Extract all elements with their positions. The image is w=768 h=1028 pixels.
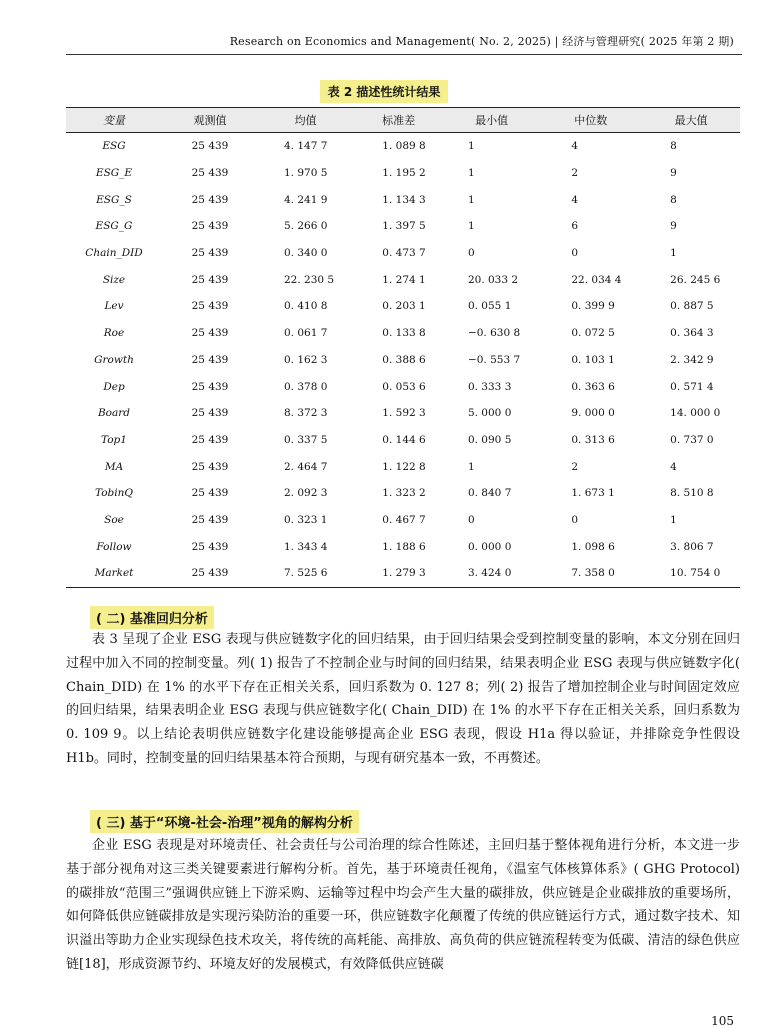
value-cell: 25 439 bbox=[191, 247, 229, 260]
value-cell: 2. 092 3 bbox=[284, 487, 328, 500]
column-header: 最小值 bbox=[444, 108, 539, 133]
value-cell: 4 bbox=[571, 140, 579, 153]
column-header: 标准差 bbox=[353, 108, 444, 133]
value-cell: 26. 245 6 bbox=[670, 273, 721, 286]
column-header: 变量 bbox=[66, 108, 162, 133]
page-number: 105 bbox=[711, 1014, 734, 1028]
value-cell: 4 bbox=[571, 193, 579, 206]
value-cell: 3. 806 7 bbox=[670, 540, 714, 553]
variable-name-cell: Market bbox=[66, 560, 162, 587]
value-cell: 0. 887 5 bbox=[670, 300, 714, 313]
table-row bbox=[66, 293, 740, 320]
value-cell: 8. 372 3 bbox=[284, 407, 328, 420]
variable-name-cell: ESG_E bbox=[95, 167, 133, 180]
value-cell: 0 bbox=[571, 247, 579, 260]
value-cell: 1 bbox=[467, 167, 475, 180]
table-row bbox=[66, 507, 740, 534]
value-cell: 0. 333 3 bbox=[467, 380, 512, 393]
table-row bbox=[66, 400, 740, 427]
value-cell: 1. 274 1 bbox=[382, 273, 426, 286]
value-cell: 25 439 bbox=[191, 540, 229, 553]
value-cell: 1. 343 4 bbox=[284, 540, 328, 553]
table-row bbox=[66, 480, 740, 507]
value-cell: 0. 133 8 bbox=[382, 327, 426, 340]
variable-name-cell: MA bbox=[104, 460, 124, 473]
table-row bbox=[66, 533, 740, 560]
value-cell: 22. 034 4 bbox=[571, 273, 622, 286]
value-cell: 25 439 bbox=[191, 513, 229, 526]
table-title bbox=[0, 80, 768, 103]
variable-name-cell: Lev bbox=[104, 300, 124, 313]
value-cell: 0. 103 1 bbox=[571, 353, 615, 366]
table-row bbox=[66, 160, 740, 187]
column-header: 中位数 bbox=[539, 108, 642, 133]
value-cell: 0. 144 6 bbox=[382, 433, 426, 446]
value-cell: 1. 673 1 bbox=[571, 487, 615, 500]
table-row bbox=[66, 427, 740, 454]
value-cell: 0. 378 0 bbox=[284, 380, 328, 393]
value-cell: 9 bbox=[670, 167, 677, 180]
value-cell: 4. 147 7 bbox=[284, 140, 328, 153]
value-cell: 0. 337 5 bbox=[284, 433, 328, 446]
table-row bbox=[66, 133, 740, 160]
variable-name-cell: Roe bbox=[103, 327, 125, 340]
value-cell: 4. 241 9 bbox=[284, 193, 328, 206]
table-row bbox=[66, 347, 740, 374]
column-header: 观测值 bbox=[162, 108, 258, 133]
value-cell: 0. 090 5 bbox=[467, 433, 512, 446]
value-cell: 5. 000 0 bbox=[467, 407, 512, 420]
value-cell: 25 439 bbox=[191, 487, 229, 500]
value-cell: 9. 000 0 bbox=[571, 407, 615, 420]
value-cell: 0. 467 7 bbox=[382, 513, 426, 526]
value-cell: 0. 571 4 bbox=[670, 380, 714, 393]
value-cell: 2 bbox=[571, 460, 579, 473]
value-cell: 2. 342 9 bbox=[670, 353, 714, 366]
value-cell: 0. 055 1 bbox=[467, 300, 512, 313]
value-cell: 8 bbox=[670, 140, 677, 153]
value-cell: 0. 840 7 bbox=[467, 487, 512, 500]
paragraph-baseline-regression: 表 3 呈现了企业 ESG 表现与供应链数字化的回归结果，由于回归结果会受到控制变量的影响，本文分别在回归过程中加入不同的控制变量。列( 1) 报告了不控制企业与时间的回归结果，结果表明企业 ESG 表现与供应链数字化( Chain_DID) 在 1% 的水平下存在正相关关系，回归系数为 0. 127 8；列( 2) 报告了增加控制企业与时间固定效应的回归结果，结果表明企业 ESG 表现与供应链数字化( Chain_DID) 在 1% 的水平下存在正相关关系，回归系数为 0. 109 9。以上结论表明供应链数字化建设能够提高企业 ESG 表现，假设 H1a 得以验证，并排除竞争性假设 H1b。同时，控制变量的回归结果基本符合预期，与现有研究基本一致，不再赘述。 bbox=[66, 632, 740, 766]
value-cell: 1 bbox=[467, 193, 475, 206]
variable-name-cell: Chain_DID bbox=[85, 247, 143, 260]
value-cell: 1. 188 6 bbox=[382, 540, 426, 553]
value-cell: 3. 424 0 bbox=[444, 560, 539, 587]
value-cell: 25 439 bbox=[191, 193, 229, 206]
variable-name-cell: ESG_S bbox=[96, 193, 132, 206]
value-cell: 1. 098 6 bbox=[571, 540, 615, 553]
column-header: 均值 bbox=[258, 108, 353, 133]
value-cell: −0. 553 7 bbox=[467, 353, 521, 366]
value-cell: 0. 410 8 bbox=[284, 300, 328, 313]
value-cell: 0. 363 6 bbox=[571, 380, 615, 393]
variable-name-cell: Dep bbox=[103, 380, 125, 393]
value-cell: 22. 230 5 bbox=[284, 273, 335, 286]
value-cell: 1. 323 2 bbox=[382, 487, 426, 500]
value-cell: 0. 061 7 bbox=[284, 327, 328, 340]
value-cell: 0. 399 9 bbox=[571, 300, 615, 313]
value-cell: 25 439 bbox=[191, 353, 229, 366]
value-cell: 0. 473 7 bbox=[382, 247, 426, 260]
table-row bbox=[66, 373, 740, 400]
value-cell: 5. 266 0 bbox=[284, 220, 328, 233]
value-cell: 0. 313 6 bbox=[571, 433, 615, 446]
table-row bbox=[66, 240, 740, 267]
table-title-text: 表 2 描述性统计结果 bbox=[320, 80, 449, 103]
value-cell: 25 439 bbox=[191, 460, 229, 473]
value-cell: 7. 525 6 bbox=[258, 560, 353, 587]
value-cell: 25 439 bbox=[191, 407, 229, 420]
value-cell: 25 439 bbox=[191, 433, 229, 446]
table-header-row bbox=[66, 108, 740, 133]
variable-name-cell: Soe bbox=[104, 513, 124, 526]
value-cell: 1. 279 3 bbox=[353, 560, 444, 587]
value-cell: 2. 464 7 bbox=[284, 460, 328, 473]
value-cell: 0. 388 6 bbox=[382, 353, 426, 366]
variable-name-cell: ESG bbox=[102, 140, 126, 153]
value-cell: 25 439 bbox=[162, 560, 258, 587]
value-cell: 0. 737 0 bbox=[670, 433, 714, 446]
value-cell: 1. 089 8 bbox=[382, 140, 426, 153]
value-cell: −0. 630 8 bbox=[467, 327, 521, 340]
value-cell: 25 439 bbox=[191, 220, 229, 233]
value-cell: 25 439 bbox=[191, 140, 229, 153]
value-cell: 0 bbox=[571, 513, 579, 526]
table-row bbox=[66, 560, 740, 587]
value-cell: 4 bbox=[670, 460, 677, 473]
value-cell: 1 bbox=[670, 513, 677, 526]
value-cell: 1 bbox=[467, 460, 475, 473]
table-row bbox=[66, 213, 740, 240]
variable-name-cell: Size bbox=[102, 273, 126, 286]
value-cell: 0. 072 5 bbox=[571, 327, 615, 340]
value-cell: 0. 162 3 bbox=[284, 353, 328, 366]
descriptive-statistics-table bbox=[66, 107, 740, 588]
column-header: 最大值 bbox=[642, 108, 740, 133]
value-cell: 0. 203 1 bbox=[382, 300, 426, 313]
section-heading-deconstruction: ( 三) 基于“环境-社会-治理”视角的解构分析 bbox=[90, 810, 359, 833]
paragraph-esg-deconstruction: 企业 ESG 表现是对环境责任、社会责任与公司治理的综合性陈述，主回归基于整体视角进行分析，本文进一步基于部分视角对这三类关键要素进行解构分析。首先，基于环境责任视角，《温室气体核算体系》( GHG Protocol) 的碳排放“范围三”强调供应链上下游采购、运输等过程中均会产生大量的碳排放，供应链是企业碳排放的重要场所，如何降低供应链碳排放是实现污染防治的重要一环，供应链数字化颠覆了传统的供应链运行方式，通过数字技术、知识溢出等助力企业实现绿色技术攻关，将传统的高耗能、高排放、高负荷的供应链流程转变为低碳、清洁的绿色供应链[18]，形成资源节约、环境友好的发展模式，有效降低供应链碳 bbox=[66, 838, 740, 972]
value-cell: 1 bbox=[467, 220, 475, 233]
variable-name-cell: Top1 bbox=[101, 433, 127, 446]
value-cell: 1. 970 5 bbox=[284, 167, 328, 180]
table-row bbox=[66, 453, 740, 480]
table-row bbox=[66, 320, 740, 347]
value-cell: 0. 000 0 bbox=[467, 540, 512, 553]
value-cell: 7. 358 0 bbox=[539, 560, 642, 587]
value-cell: 0. 364 3 bbox=[670, 327, 714, 340]
value-cell: 25 439 bbox=[191, 167, 229, 180]
value-cell: 1. 592 3 bbox=[382, 407, 426, 420]
section-heading-baseline: ( 二) 基准回归分析 bbox=[90, 606, 214, 629]
variable-name-cell: Board bbox=[97, 407, 131, 420]
value-cell: 1. 195 2 bbox=[382, 167, 426, 180]
value-cell: 0. 323 1 bbox=[284, 513, 328, 526]
value-cell: 25 439 bbox=[191, 300, 229, 313]
value-cell: 0 bbox=[467, 513, 475, 526]
value-cell: 20. 033 2 bbox=[467, 273, 519, 286]
value-cell: 1. 134 3 bbox=[382, 193, 426, 206]
value-cell: 1. 397 5 bbox=[382, 220, 426, 233]
variable-name-cell: Growth bbox=[94, 353, 134, 366]
table-body bbox=[66, 133, 740, 588]
value-cell: 6 bbox=[571, 220, 579, 233]
value-cell: 2 bbox=[571, 167, 579, 180]
value-cell: 25 439 bbox=[191, 273, 229, 286]
value-cell: 0. 340 0 bbox=[284, 247, 328, 260]
table-row bbox=[66, 266, 740, 293]
value-cell: 8. 510 8 bbox=[670, 487, 714, 500]
table-row bbox=[66, 186, 740, 213]
value-cell: 10. 754 0 bbox=[642, 560, 740, 587]
value-cell: 8 bbox=[670, 193, 677, 206]
value-cell: 25 439 bbox=[191, 380, 229, 393]
value-cell: 25 439 bbox=[191, 327, 229, 340]
value-cell: 1 bbox=[467, 140, 475, 153]
value-cell: 0. 053 6 bbox=[382, 380, 426, 393]
variable-name-cell: ESG_G bbox=[95, 220, 133, 233]
header-rule bbox=[66, 54, 742, 55]
variable-name-cell: TobinQ bbox=[95, 487, 133, 500]
value-cell: 1 bbox=[670, 247, 677, 260]
value-cell: 14. 000 0 bbox=[670, 407, 721, 420]
value-cell: 1. 122 8 bbox=[382, 460, 426, 473]
value-cell: 0 bbox=[467, 247, 475, 260]
running-header: Research on Economics and Management( No. 2, 2025) | 经济与管理研究( 2025 年第 2 期) bbox=[229, 35, 734, 48]
variable-name-cell: Follow bbox=[96, 540, 132, 553]
value-cell: 9 bbox=[670, 220, 677, 233]
